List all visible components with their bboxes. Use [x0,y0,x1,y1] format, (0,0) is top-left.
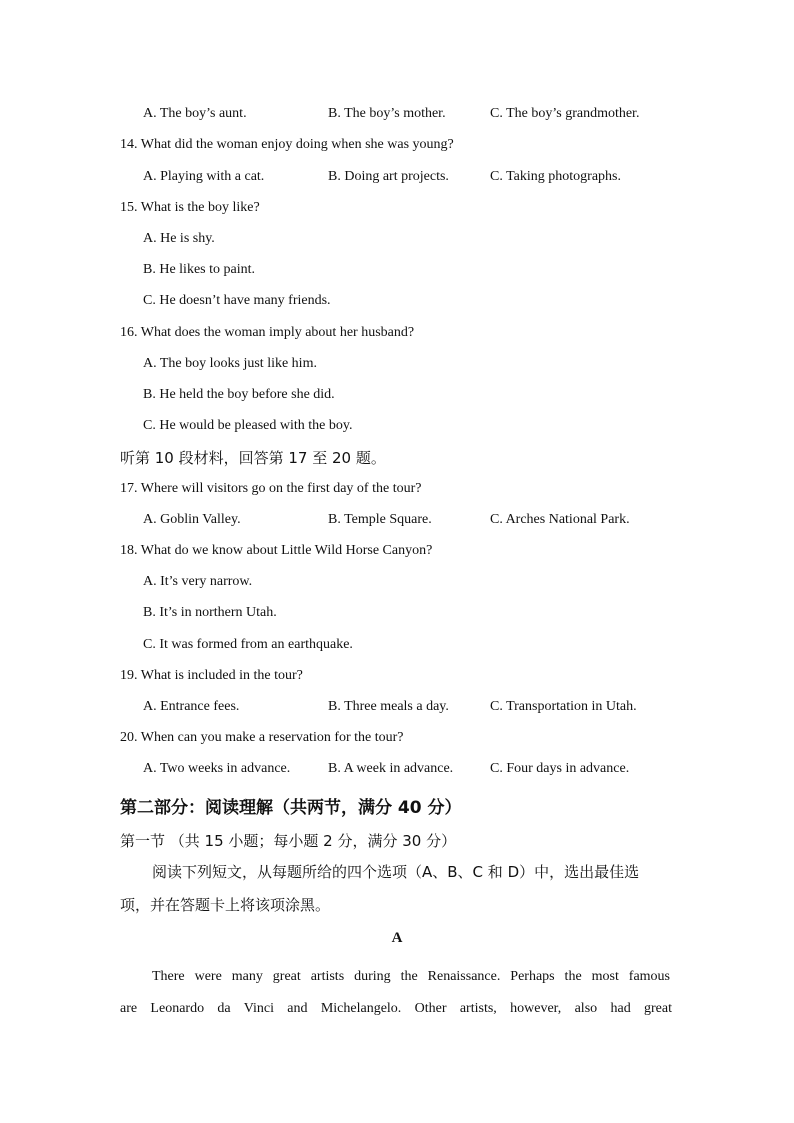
q15-option-c: C. He doesn’t have many friends. [143,293,331,308]
part-2-heading: 第二部分：阅读理解（共两节，满分 40 分） [120,798,462,818]
q20-option-a: A. Two weeks in advance. [143,761,291,776]
q14-option-a: A. Playing with a cat. [143,169,265,184]
q13-option-b: B. The boy’s mother. [328,106,446,121]
q18-option-c: C. It was formed from an earthquake. [143,637,353,652]
q19-option-a: A. Entrance fees. [143,699,240,714]
instructions-line-2: 项，并在答题卡上将该项涂黑。 [120,896,331,914]
q18-stem: 18. What do we know about Little Wild Horse Canyon? [120,543,433,558]
q16-stem: 16. What does the woman imply about her husband? [120,325,415,340]
q17-option-c: C. Arches National Park. [490,512,630,527]
section-1-heading: 第一节 （共 15 小题；每小题 2 分，满分 30 分） [120,832,457,850]
q14-option-c: C. Taking photographs. [490,169,621,184]
passage-line-1: There were many great artists during the Renaissance. Perhaps the most famous [152,969,670,984]
q17-option-a: A. Goblin Valley. [143,512,241,527]
q17-stem: 17. Where will visitors go on the first day of the tour? [120,481,422,496]
q20-stem: 20. When can you make a reservation for the tour? [120,730,404,745]
q15-option-b: B. He likes to paint. [143,262,255,277]
q15-stem: 15. What is the boy like? [120,200,260,215]
q13-option-a: A. The boy’s aunt. [143,106,247,121]
q14-option-b: B. Doing art projects. [328,169,449,184]
q15-option-a: A. He is shy. [143,231,215,246]
q13-option-c: C. The boy’s grandmother. [490,106,640,121]
q18-option-a: A. It’s very narrow. [143,574,253,589]
passage-line-2: are Leonardo da Vinci and Michelangelo. Other artists, however, also had great [120,1001,672,1016]
q19-stem: 19. What is included in the tour? [120,668,303,683]
section-10-instruction: 听第 10 段材料，回答第 17 至 20 题。 [120,449,386,467]
q19-option-b: B. Three meals a day. [328,699,449,714]
q18-option-b: B. It’s in northern Utah. [143,605,277,620]
q16-option-b: B. He held the boy before she did. [143,387,335,402]
q20-option-b: B. A week in advance. [328,761,454,776]
q16-option-c: C. He would be pleased with the boy. [143,418,353,433]
q19-option-c: C. Transportation in Utah. [490,699,637,714]
q20-option-c: C. Four days in advance. [490,761,630,776]
q16-option-a: A. The boy looks just like him. [143,356,317,371]
q14-stem: 14. What did the woman enjoy doing when she was young? [120,137,454,152]
q17-option-b: B. Temple Square. [328,512,432,527]
instructions-line-1: 阅读下列短文，从每题所给的四个选项（A、B、C 和 D）中，选出最佳选 [152,863,640,881]
passage-title: A [391,930,403,946]
